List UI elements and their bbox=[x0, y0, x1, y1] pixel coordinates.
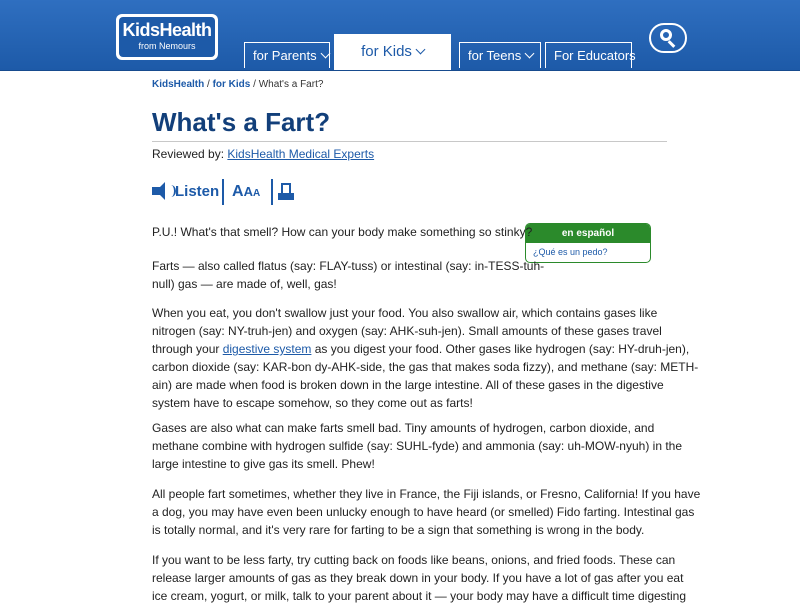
print-icon[interactable] bbox=[278, 183, 294, 201]
text-size-large: A bbox=[232, 183, 244, 200]
reviewed-prefix: Reviewed by: bbox=[152, 147, 228, 161]
paragraph-line: Farts — also called flatus (say: FLAY-tuss) or intestinal (say: in-TESS-tuh- bbox=[152, 259, 545, 273]
paragraph-line: All people fart sometimes, whether they live in France, the Fiji islands, or Fresno, California! If you have bbox=[152, 487, 701, 501]
paragraph-line: carbon dioxide (say: KAR-bon dy-AHK-side, the gas that makes soda fizzy), and methane (say: METH- bbox=[152, 360, 699, 374]
tools-divider bbox=[271, 179, 273, 205]
site-header bbox=[0, 0, 800, 71]
spanish-heading: en español bbox=[526, 224, 650, 243]
kidshealth-logo[interactable] bbox=[116, 14, 218, 60]
chevron-down-icon bbox=[415, 45, 425, 55]
breadcrumb-home[interactable]: KidsHealth bbox=[152, 79, 205, 90]
logo-brand: KidsHealth bbox=[122, 20, 212, 40]
tab-for-parents[interactable] bbox=[244, 42, 330, 68]
paragraph bbox=[152, 551, 686, 605]
paragraph-line: ain) are made when food is broken down in the large intestine. All of these gases in the digestive bbox=[152, 378, 664, 392]
listen-label: Listen bbox=[175, 183, 220, 200]
paragraph bbox=[152, 223, 532, 241]
chevron-down-icon bbox=[320, 49, 330, 59]
paragraph-line: nitrogen (say: NY-truh-jen) and oxygen (say: AHK-suh-jen). Small amounts of these gases travel bbox=[152, 324, 662, 338]
breadcrumb bbox=[152, 79, 323, 90]
paragraph-line: ice cream, yogurt, or milk, talk to your parent about it — your body may have a difficult time digesting bbox=[152, 589, 687, 603]
breadcrumb-current: What's a Fart? bbox=[258, 79, 324, 90]
paragraph-line: is totally normal, and it's very rare for farting to be a sign that something is wrong in the body. bbox=[152, 523, 645, 537]
tab-for-teens[interactable] bbox=[459, 42, 541, 68]
search-icon-handle bbox=[668, 40, 676, 48]
search-icon bbox=[660, 29, 672, 41]
tab-for-parents-label: for Parents bbox=[253, 48, 317, 63]
paragraph-line: a dog, you may have even been unlucky enough to have heard (or smelled) Fido farting. Intestinal gas bbox=[152, 505, 695, 519]
paragraph-line: If you want to be less farty, try cutting back on foods like beans, onions, and fried foods. These can bbox=[152, 553, 676, 567]
logo-badge bbox=[119, 17, 215, 57]
breadcrumb-separator: / bbox=[204, 79, 213, 90]
tab-for-educators[interactable] bbox=[545, 42, 636, 68]
paragraph-line: release larger amounts of gas as they break down in your body. If you have a lot of gas after you eat bbox=[152, 571, 684, 585]
search-button[interactable] bbox=[649, 23, 687, 53]
title-divider bbox=[152, 141, 667, 142]
tab-for-kids[interactable] bbox=[334, 34, 451, 70]
paragraph bbox=[152, 485, 700, 539]
breadcrumb-section[interactable]: for Kids bbox=[212, 79, 251, 90]
paragraph-line: through your bbox=[152, 342, 223, 356]
logo-sub: from Nemours bbox=[138, 41, 196, 51]
paragraph-line: as you digest your food. Other gases like hydrogen (say: HY-druh-jen), bbox=[311, 342, 690, 356]
chevron-down-icon bbox=[525, 49, 535, 59]
reviewer-link[interactable]: KidsHealth Medical Experts bbox=[227, 147, 375, 161]
paragraph-line: methane combine with hydrogen sulfide (say: SUHL-fyde) and ammonia (say: uh-MOW-nyuh) in the bbox=[152, 439, 683, 453]
tab-for-kids-label: for Kids bbox=[361, 43, 412, 60]
paragraph-line: large intestine to give gas its smell. Phew! bbox=[152, 457, 375, 471]
tab-for-educators-label: For Educators bbox=[554, 48, 636, 63]
paragraph-line: Gases are also what can make farts smell bad. Tiny amounts of hydrogen, carbon dioxide, and bbox=[152, 421, 655, 435]
listen-button[interactable] bbox=[152, 179, 222, 205]
page-title: What's a Fart? bbox=[152, 107, 331, 137]
tools-divider bbox=[222, 179, 224, 205]
paragraph bbox=[152, 257, 544, 293]
text-size-button[interactable] bbox=[232, 179, 260, 205]
paragraph-text: P.U.! What's that smell? How can your body make something so stinky? bbox=[152, 225, 533, 239]
speaker-icon bbox=[152, 187, 160, 195]
print-base-shape bbox=[278, 193, 294, 200]
text-size-small: A bbox=[252, 188, 261, 199]
paragraph-line: When you eat, you don't swallow just your food. You also swallow air, which contains gases like bbox=[152, 306, 658, 320]
breadcrumb-separator: / bbox=[250, 79, 259, 90]
spanish-link[interactable]: ¿Qué es un pedo? bbox=[533, 247, 608, 257]
text-size-medium: A bbox=[243, 184, 253, 199]
paragraph-line: null) gas — are made of, well, gas! bbox=[152, 277, 337, 291]
paragraph bbox=[152, 419, 682, 473]
paragraph-line: system have to escape somehow, so they come out as farts! bbox=[152, 396, 473, 410]
reviewed-by bbox=[152, 147, 374, 161]
paragraph bbox=[152, 304, 698, 412]
digestive-system-link[interactable]: digestive system bbox=[222, 342, 312, 356]
tab-for-teens-label: for Teens bbox=[468, 48, 522, 63]
